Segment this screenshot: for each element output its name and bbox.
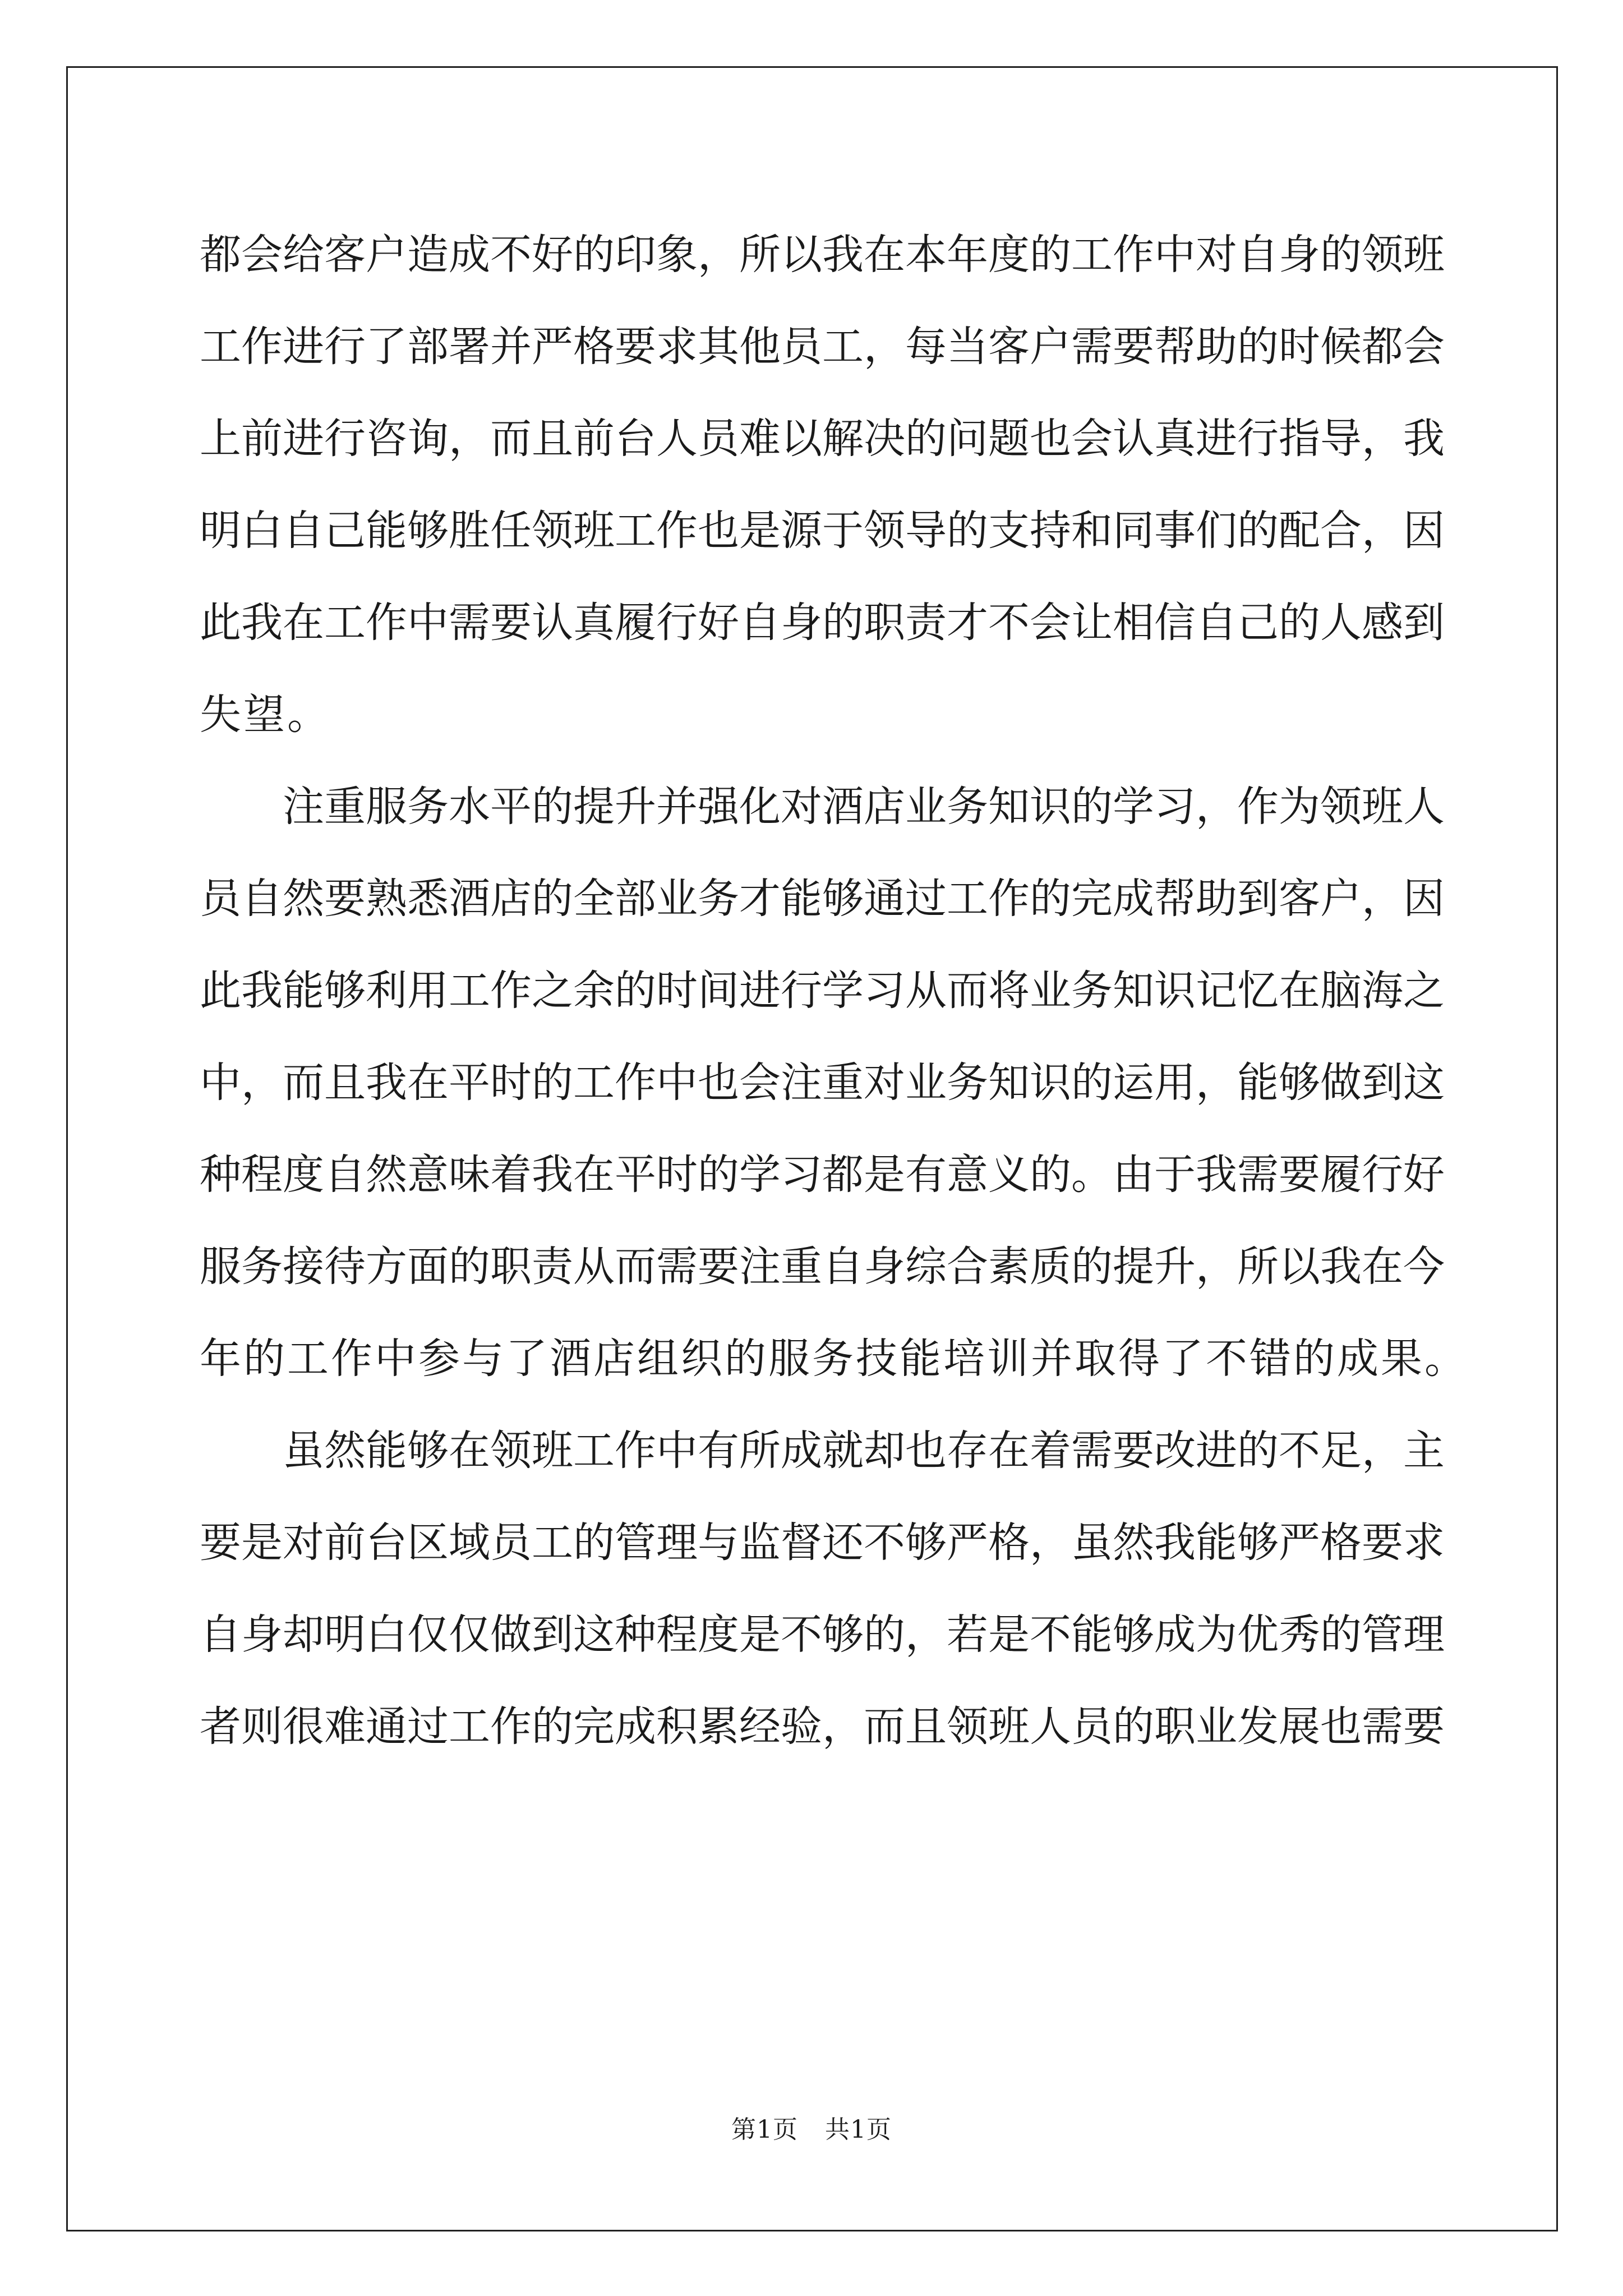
text-line: 此我能够利用工作之余的时间进行学习从而将业务知识记忆在脑海之: [200, 967, 1445, 1015]
text-line: 年的工作中参与了酒店组织的服务技能培训并取得了不错的成果。: [200, 1335, 1468, 1383]
paragraph-first-line: 虽然能够在领班工作中有所成就却也存在着需要改进的不足，主: [283, 1427, 1445, 1475]
text-line: 者则很难通过工作的完成积累经验，而且领班人员的职业发展也需要: [200, 1703, 1445, 1751]
page-number: 第1页: [731, 2115, 798, 2144]
text-line: 员自然要熟悉酒店的全部业务才能够通过工作的完成帮助到客户，因: [200, 875, 1445, 923]
text-line: 中，而且我在平时的工作中也会注重对业务知识的运用，能够做到这: [200, 1059, 1445, 1107]
page-footer: [0, 2109, 1623, 2145]
text-line: 失望。: [200, 691, 331, 739]
text-line: 明白自己能够胜任领班工作也是源于领导的支持和同事们的配合，因: [200, 507, 1445, 555]
text-line: 种程度自然意味着我在平时的学习都是有意义的。由于我需要履行好: [200, 1151, 1445, 1199]
text-line: 自身却明白仅仅做到这种程度是不够的，若是不能够成为优秀的管理: [200, 1611, 1445, 1659]
document-body: [200, 209, 1468, 1773]
text-line: 工作进行了部署并严格要求其他员工，每当客户需要帮助的时候都会: [200, 323, 1445, 371]
text-line: 服务接待方面的职责从而需要注重自身综合素质的提升，所以我在今: [200, 1243, 1445, 1291]
text-line: 都会给客户造成不好的印象，所以我在本年度的工作中对自身的领班: [200, 231, 1445, 279]
text-line: 此我在工作中需要认真履行好自身的职责才不会让相信自己的人感到: [200, 599, 1445, 647]
text-line: 要是对前台区域员工的管理与监督还不够严格，虽然我能够严格要求: [200, 1519, 1445, 1567]
page-total: 共1页: [825, 2115, 892, 2144]
paragraph-first-line: 注重服务水平的提升并强化对酒店业务知识的学习，作为领班人: [283, 783, 1445, 831]
text-line: 上前进行咨询，而且前台人员难以解决的问题也会认真进行指导，我: [200, 415, 1445, 463]
